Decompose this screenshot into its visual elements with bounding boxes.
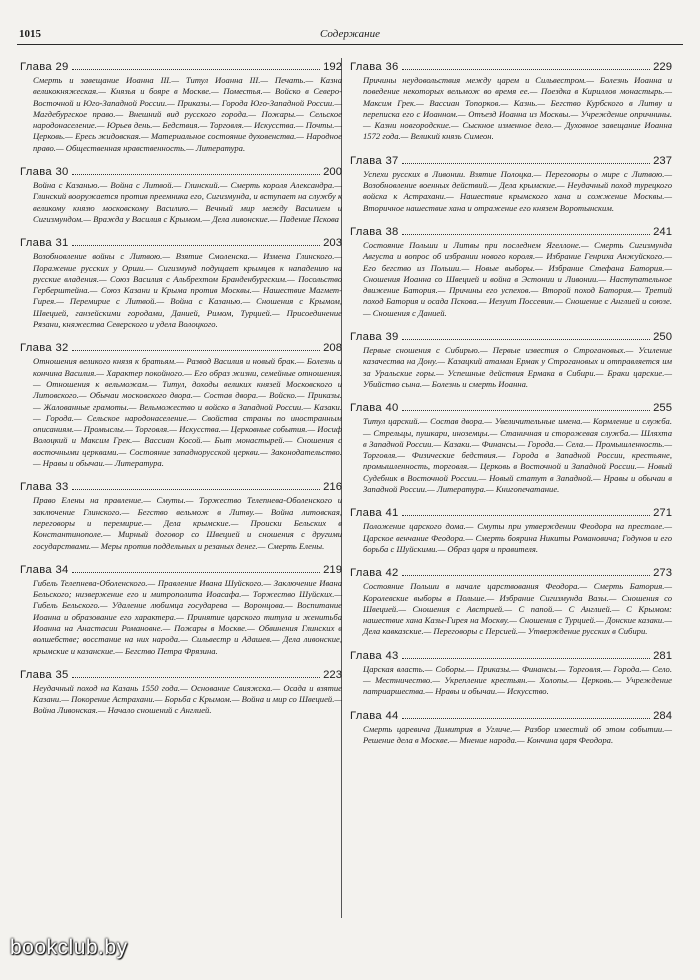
chapter-summary: Успехи русских в Ливонии. Взятие Полоцка.— Переговоры о мире с Литвою.— Возобновление военных действий.— Дела крымские.— Неудачный поход турецкого войска к Астрахани.— Нашествие крымского хана и сожжение Москвы.— Вторичное нашествие хана и отражение его князем Воротынским. xyxy=(363,168,672,213)
dot-leader xyxy=(402,566,651,576)
chapter-summary: Царская власть.— Соборы.— Приказы.— Финансы.— Торговля.— Города.— Село.— Местничество.— Укрепление крестьян.— Холопы.— Церковь.— Учреждение патриаршества.— Нравы и обычаи.— Искусство. xyxy=(363,663,672,697)
chapter-summary: Титул царский.— Состав двора.— Увеличительные имена.— Кормление и служба.— Стрельцы, пушкари, иноземцы.— Станичная и сторожевая служба.— Шляхта в Западной России.— Казаки.— Финансы.— Города.— Села.— Промышленность.— Торговля.— Физические бедствия.— Города в Западной России, крестьяне, промышленность, торговля.— Церковь в Восточной и Западной России.— Новый Судебник в Восточной России.— Новый статут в Западной.— Нравы и обычаи в Западной России.— Литература.— Книгопечатание. xyxy=(363,416,672,495)
dot-leader xyxy=(402,506,651,516)
chapter-heading xyxy=(20,60,342,74)
chapter-summary: Первые сношения с Сибирью.— Первые известия о Строгановых.— Усиление казачества на Дону.— Казацкий атаман Ермак у Строгановых и отправляется им за Уральские горы.— Успешные действия Ермака в Сибири.— Браки царские.— Убийство сына.— Болезнь и смерть Иоанна. xyxy=(363,345,672,389)
chapter-heading xyxy=(350,225,672,239)
chapter-page-number: 192 xyxy=(323,61,342,73)
running-header xyxy=(17,26,683,45)
chapter-page-number: 203 xyxy=(323,237,342,250)
chapter-heading xyxy=(350,401,672,415)
chapter-page-number: 229 xyxy=(653,61,672,73)
toc-entry xyxy=(20,236,342,330)
dot-leader xyxy=(72,60,321,70)
chapter-title: Глава 43 xyxy=(350,649,399,662)
chapter-title: Глава 32 xyxy=(20,342,69,355)
chapter-heading xyxy=(20,341,342,355)
dot-leader xyxy=(402,154,651,164)
chapter-heading xyxy=(20,236,342,250)
toc-entry xyxy=(20,563,342,657)
right-column xyxy=(350,60,672,757)
chapter-heading xyxy=(350,506,672,520)
dot-leader xyxy=(72,236,321,246)
dot-leader xyxy=(402,60,651,70)
toc-entry xyxy=(350,330,672,390)
page-number: 1015 xyxy=(19,28,41,40)
chapter-page-number: 200 xyxy=(323,166,342,179)
dot-leader xyxy=(72,341,321,351)
dot-leader xyxy=(402,709,651,719)
chapter-heading xyxy=(350,154,672,168)
toc-entry xyxy=(350,709,672,747)
chapter-title: Глава 37 xyxy=(350,154,399,167)
toc-entry xyxy=(350,506,672,555)
chapter-heading xyxy=(350,709,672,723)
toc-entry xyxy=(20,480,342,551)
chapter-summary: Возобновление войны с Литвою.— Взятие Смоленска.— Измена Глинского.— Поражение русских у Орши.— Сигизмунд подущает крымцев к нападению на русские владения.— Союз Василия с Альбрехтом Бранденбургским.— Посольство Герберштейна.— Союз Казани и Крыма против Москвы.— Нашествие Магмет-Гирея.— Перемирие с Литвой.— Война с Казанью.— Сношения с Крымом, Швецией, ганзейскими городами, Данией, Римом, Турцией.— Присоединение Рязани, княжества Северского и удела Волоцкого. xyxy=(33,251,342,330)
chapter-summary: Смерть царевича Димитрия в Угличе.— Разбор известий об этом событии.— Решение дела в Москве.— Мнение народа.— Кончина царя Феодора. xyxy=(363,723,672,745)
chapter-heading xyxy=(20,563,342,577)
chapter-heading xyxy=(350,566,672,580)
chapter-page-number: 281 xyxy=(653,649,672,662)
running-title: Содержание xyxy=(319,28,380,40)
watermark-logo: bookclub.by xyxy=(10,936,128,959)
chapter-title: Глава 42 xyxy=(350,567,399,580)
dot-leader xyxy=(402,225,651,235)
chapter-page-number: 255 xyxy=(653,402,672,415)
chapter-summary: Война с Казанью.— Война с Литвой.— Глинский.— Смерть короля Александра.— Глинский вооружается против преемника его, Сигизмунда, и вступает на службу к великому князю московскому Василию.— Вечный мир между Василием и Сигизмундом.— Вражда у Василия с Крымом.— Дела ливонские.— Падение Пскова xyxy=(33,180,342,224)
chapter-title: Глава 29 xyxy=(20,61,69,73)
chapter-title: Глава 31 xyxy=(20,237,69,250)
chapter-title: Глава 36 xyxy=(350,61,399,73)
toc-entry xyxy=(20,60,342,154)
toc-entry xyxy=(350,225,672,319)
chapter-summary: Право Елены на правление.— Смуты.— Торжество Телепнева-Оболенского и заключение Глинского.— Бегство вельмож в Литву.— Война литовская, переговоры и перемирие.— Дела крымские.— Происки Бельских в Константинополе.— Мирный договор со Швецией и сношения с другими государствами.— Меры против поддельных и резаных денег.— Смерть Елены. xyxy=(33,495,342,551)
chapter-heading xyxy=(20,480,342,494)
toc-entry xyxy=(350,154,672,214)
chapter-page-number: 273 xyxy=(653,567,672,580)
chapter-summary: Отношения великого князя к братьям.— Развод Василия и новый брак.— Болезнь и кончина Василия.— Характер покойного.— Его образ жизни, семейные отношения.— Отношения к вельможам.— Титул, доходы великих князей Московского и Литовского.— Обычаи московского двора.— Состав двора.— Войско.— Приказы.— Жалованные грамоты.— Вельможество и войско в Западной России.— Казаки.— Города.— Сельское народонаселение.— Свойства страны по иностранным описаниям.— Промыслы.— Торговля.— Искусства.— Церковные события.— Иосиф Волоцкий и Максим Грек.— Вассиан Косой.— Быт монастырей.— Сношения с восточными церквами.— Состояние западнорусской церкви.— Законодательство.— Нравы и обычаи.— Литература. xyxy=(33,356,342,469)
chapter-title: Глава 33 xyxy=(20,481,69,494)
chapter-title: Глава 44 xyxy=(350,709,399,722)
chapter-heading xyxy=(350,60,672,74)
dot-leader xyxy=(402,649,651,659)
chapter-page-number: 208 xyxy=(323,342,342,355)
chapter-page-number: 237 xyxy=(653,154,672,167)
toc-entry xyxy=(350,566,672,637)
chapter-summary: Состояние Польши и Литвы при последнем Ягеллоне.— Смерть Сигизмунда Августа и вопрос об избрании нового короля.— Избрание Генриха Анжуйского.— Его бегство из Польши.— Новые выборы.— Избрание Стефана Батория.— Сношения Иоанна со Швецией и война в Эстонии и Ливонии.— Наступательное движение Батория.— Причины его успехов.— Второй поход Батория.— Третий поход Батория и осада Пскова.— Иезуит Поссевин.— Сношение с Англией и союзе.— Сношения с Данией. xyxy=(363,239,672,318)
chapter-summary: Смерть и завещание Иоанна III.— Титул Иоанна III.— Печать.— Казна великокняжеская.— Князья и бояре в Москве.— Поместья.— Войско в Северо-Восточной и Юго-Западной России.— Приказы.— Города Юго-Западной России.— Магдебургское право.— Внешний вид русского города.— Пожары.— Сельское народонаселение.— Юрьев день.— Бедствия.— Торговля.— Искусства.— Почты.— Церковь.— Ересь жидовская.— Материальное состояние духовенства.— Народное право.— Общественная нравственность.— Литература. xyxy=(33,75,342,153)
chapter-summary: Состояние Польши в начале царствования Феодора.— Смерть Батория.— Королевские выборы в Польше.— Избрание Сигизмунда Вазы.— Сношения со Швецией.— Сношения с Австрией.— С папой.— С Англией.— С Крымом: нашествие хана Казы-Гирея на Москву.— Сношения с Турцией.— Донские казаки.— Дела кавказские.— Переговоры с Персией.— Утверждение русских в Сибири. xyxy=(363,581,672,637)
chapter-heading xyxy=(350,330,672,344)
chapter-title: Глава 35 xyxy=(20,668,69,681)
toc-entry xyxy=(350,401,672,495)
toc-entry xyxy=(350,60,672,143)
chapter-title: Глава 30 xyxy=(20,166,69,179)
chapter-heading xyxy=(20,165,342,179)
chapter-title: Глава 34 xyxy=(20,563,69,576)
chapter-page-number: 241 xyxy=(653,225,672,238)
chapter-page-number: 219 xyxy=(323,563,342,576)
dot-leader xyxy=(402,330,651,340)
chapter-heading xyxy=(350,649,672,663)
dot-leader xyxy=(402,401,651,411)
chapter-summary: Положение царского дома.— Смуты при утверждении Феодора на престоле.— Царское венчание Феодора.— Смерть боярина Никиты Романовича; Годунов и его борьба с Шуйскими.— Образ царя и правителя. xyxy=(363,521,672,554)
dot-leader xyxy=(72,563,321,573)
chapter-summary: Неудачный поход на Казань 1550 года.— Основание Свияжска.— Осада и взятие Казани.— Покорение Астрахани.— Борьба с Крымом.— Война и мир со Швецией.— Война Ливонская.— Начало сношений с Англией. xyxy=(33,682,342,716)
left-column xyxy=(20,60,342,728)
chapter-title: Глава 40 xyxy=(350,402,399,415)
dot-leader xyxy=(72,668,321,678)
chapter-summary: Гибель Телепнева-Оболенского.— Правление Ивана Шуйского.— Заключение Ивана Бельского; низвержение его и митрополита Иоасафа.— Торжество Шуйских.— Гибель Бельского.— Удаление любимца государева — Воронцова.— Воспитание Иоанна и образование его характера.— Принятие царского титула и женитьба Иоанна на Анастасии Романовне.— Пожары в Москве.— Обвинения Глинских в волшебстве; восстание на них народа.— Сильвестр и Адашев.— Дела ливонские, крымские и казанские.— Бегство Петра Фрязина. xyxy=(33,577,342,656)
toc-entry xyxy=(20,165,342,225)
chapter-page-number: 223 xyxy=(323,668,342,681)
chapter-summary: Причины неудовольствия между царем и Сильвестром.— Болезнь Иоанна и поведение некоторых вельмож во время ее.— Поездка в Кириллов монастырь.— Максим Грек.— Вассиан Топорков.— Казнь.— Бегство Курбского в Литву и переписка его с Иоанном.— Отъезд Иоанна из Москвы.— Учреждение опричнины.— Казни новгородские.— Сыскное изменное дело.— Духовное завещание Иоанна 1572 года.— Великий князь Симеон. xyxy=(363,75,672,142)
toc-entry xyxy=(350,649,672,698)
dot-leader xyxy=(72,480,321,490)
chapter-page-number: 284 xyxy=(653,709,672,722)
chapter-page-number: 216 xyxy=(323,481,342,494)
chapter-title: Глава 38 xyxy=(350,225,399,238)
toc-entry xyxy=(20,668,342,717)
chapter-title: Глава 41 xyxy=(350,507,399,520)
toc-entry xyxy=(20,341,342,469)
chapter-page-number: 271 xyxy=(653,507,672,520)
chapter-title: Глава 39 xyxy=(350,331,399,344)
chapter-page-number: 250 xyxy=(653,331,672,344)
chapter-heading xyxy=(20,668,342,682)
dot-leader xyxy=(72,165,321,175)
